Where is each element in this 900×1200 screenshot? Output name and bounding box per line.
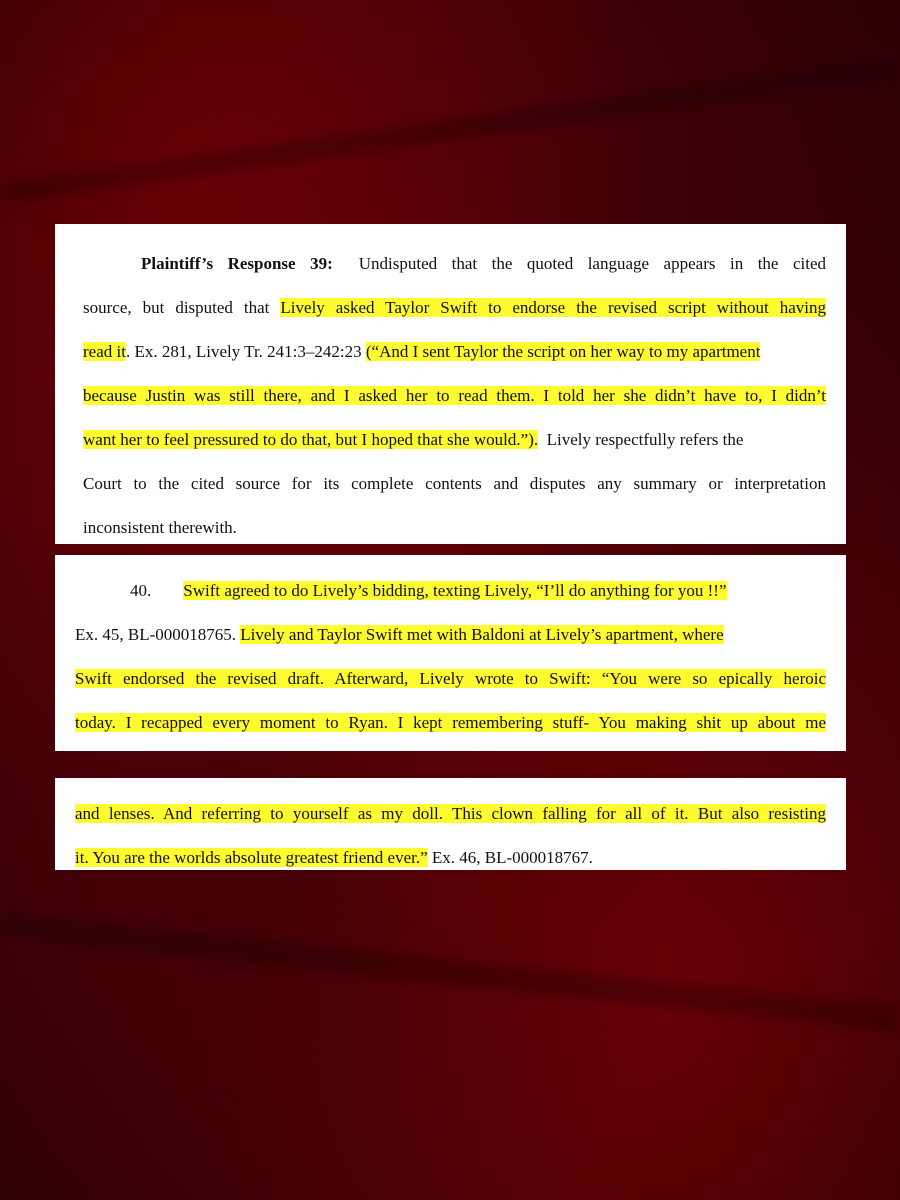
background-crease (1, 913, 899, 1031)
paragraph-number: 40. (130, 581, 152, 600)
paragraph-40-continued-panel (55, 778, 846, 870)
highlight: it. You are the worlds absolute greatest friend ever.” (75, 848, 428, 867)
highlight: (“And I sent Taylor the script on her way to my apartment (365, 342, 761, 361)
response-39-panel (55, 224, 846, 544)
highlight: and lenses. And referring to yourself as my doll. This clown falling for all of it. But also resisting (75, 804, 826, 823)
highlight: today. I recapped every moment to Ryan. I kept remembering stuff- You making shit up about me (75, 713, 826, 732)
paragraph-40-panel (55, 555, 846, 751)
response-heading: Plaintiff’s Response 39: (141, 254, 333, 273)
background-crease (3, 57, 897, 202)
highlight: want her to feel pressured to do that, but I hoped that she would.”). (83, 430, 539, 449)
paragraph-40-continued-text: and lenses. And referring to yourself as my doll. This clown falling for all of it. But also resisting it. You are the worlds absolute greatest friend ever.” Ex. 46, BL-000018767. (75, 804, 826, 867)
highlight: Swift agreed to do Lively’s bidding, texting Lively, “I’ll do anything for you !!” (183, 581, 727, 600)
paragraph-40-text: 40. Swift agreed to do Lively’s bidding, texting Lively, “I’ll do anything for you !!” Ex. 45, BL-000018765. Lively and Taylor Swift met with Baldoni at Lively’s apartment, where Swift endorsed the revised draft. Afterward, Lively wrote to Swift: “You were so epically heroic today. I recapped every moment to Ryan. I kept remembering stuff- You making shit up about me (75, 581, 826, 732)
highlight: Swift endorsed the revised draft. Afterward, Lively wrote to Swift: “You were so epically heroic (75, 669, 826, 688)
response-39-text: Plaintiff’s Response 39: Undisputed that the quoted language appears in the cited source, but disputed that Lively asked Taylor Swift to endorse the revised script without having read it. Ex. 281, Lively Tr. 241:3–242:23 (“And I sent Taylor the script on her way to my apartment because Justin was still there, and I asked her to read them. I told her she didn’t have to, I didn’t want her to feel pressured to do that, but I hoped that she would.”). Lively respectfully refers the Court to the cited source for its complete contents and disputes any summary or interpretation inconsistent therewith. (83, 254, 827, 537)
highlight: because Justin was still there, and I asked her to read them. I told her she didn’t have to, I didn’t (83, 386, 826, 405)
highlight: Lively and Taylor Swift met with Baldoni at Lively’s apartment, where (240, 625, 724, 644)
highlight: read it (83, 342, 126, 361)
highlight: Lively asked Taylor Swift to endorse the revised script without having (280, 298, 826, 317)
